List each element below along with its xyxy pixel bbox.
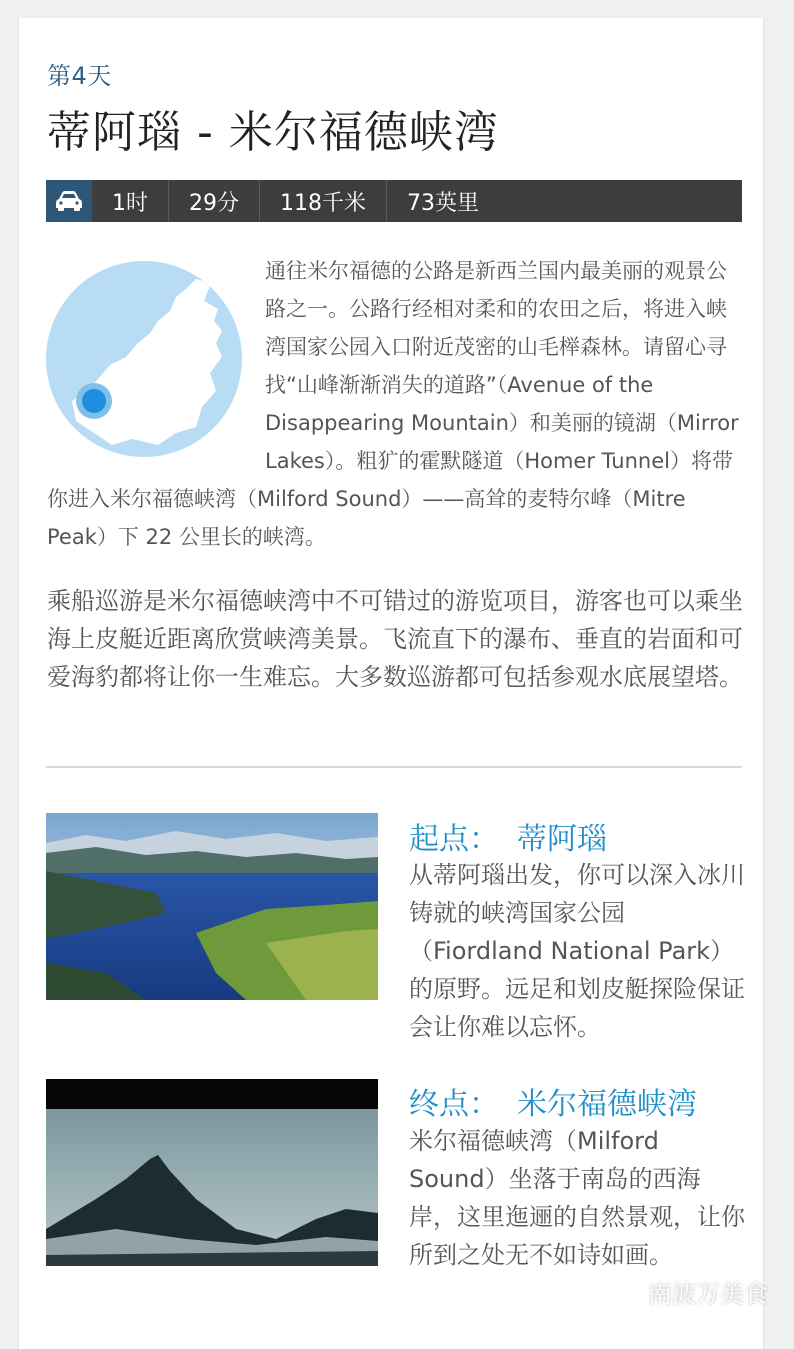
intro-paragraph (47, 252, 743, 556)
route-stats-bar (46, 180, 742, 222)
start-heading (409, 814, 607, 858)
end-place: 米尔福德峡湾 (517, 1087, 697, 1122)
duration-minutes: 29分 (169, 180, 260, 222)
start-place: 蒂阿瑙 (517, 822, 607, 857)
car-icon (46, 180, 92, 222)
end-description: 米尔福德峡湾（Milford Sound）坐落于南岛的西海岸，这里迤逦的自然景观，让你所到之处无不如诗如画。 (409, 1122, 745, 1274)
milford-sound-photo (46, 1079, 378, 1266)
duration-hours: 1时 (92, 180, 169, 222)
section-divider (46, 766, 742, 768)
wechat-icon (600, 1277, 640, 1307)
itinerary-card (18, 18, 764, 1349)
intro-text: 通往米尔福德的公路是新西兰国内最美丽的观景公路之一。公路行经相对柔和的农田之后，将进入峡湾国家公园入口附近茂密的山毛榉森林。请留心寻找“山峰渐渐消失的道路”（Avenue of the Disappearing Mountain）和美丽的镜湖（Mirror Lakes）。粗犷的霍默隧道（Homer Tunnel）将带你进入米尔福德峡湾（Milford Sound）——高耸的麦特尔峰（Mitre Peak）下 22 公里长的峡湾。 (47, 259, 739, 549)
cruise-paragraph: 乘船巡游是米尔福德峡湾中不可错过的游览项目，游客也可以乘坐海上皮艇近距离欣赏峡湾美景。飞流直下的瀑布、垂直的岩面和可爱海豹都将让你一生难忘。大多数巡游都可包括参观水底展望塔。 (47, 582, 743, 696)
distance-km: 118千米 (260, 180, 387, 222)
day-label: 第4天 (47, 56, 112, 91)
end-label: 终点： (409, 1087, 499, 1122)
wechat-watermark (600, 1274, 768, 1309)
end-heading (409, 1079, 697, 1123)
page-title: 蒂阿瑙 - 米尔福德峡湾 (47, 96, 499, 160)
start-label: 起点： (409, 822, 499, 857)
start-description: 从蒂阿瑙出发，你可以深入冰川铸就的峡湾国家公园（Fiordland National Park）的原野。远足和划皮艇探险保证会让你难以忘怀。 (409, 856, 745, 1046)
watermark-text: 南波万美食 (648, 1274, 768, 1309)
te-anau-photo (46, 813, 378, 1000)
distance-miles: 73英里 (387, 180, 499, 222)
